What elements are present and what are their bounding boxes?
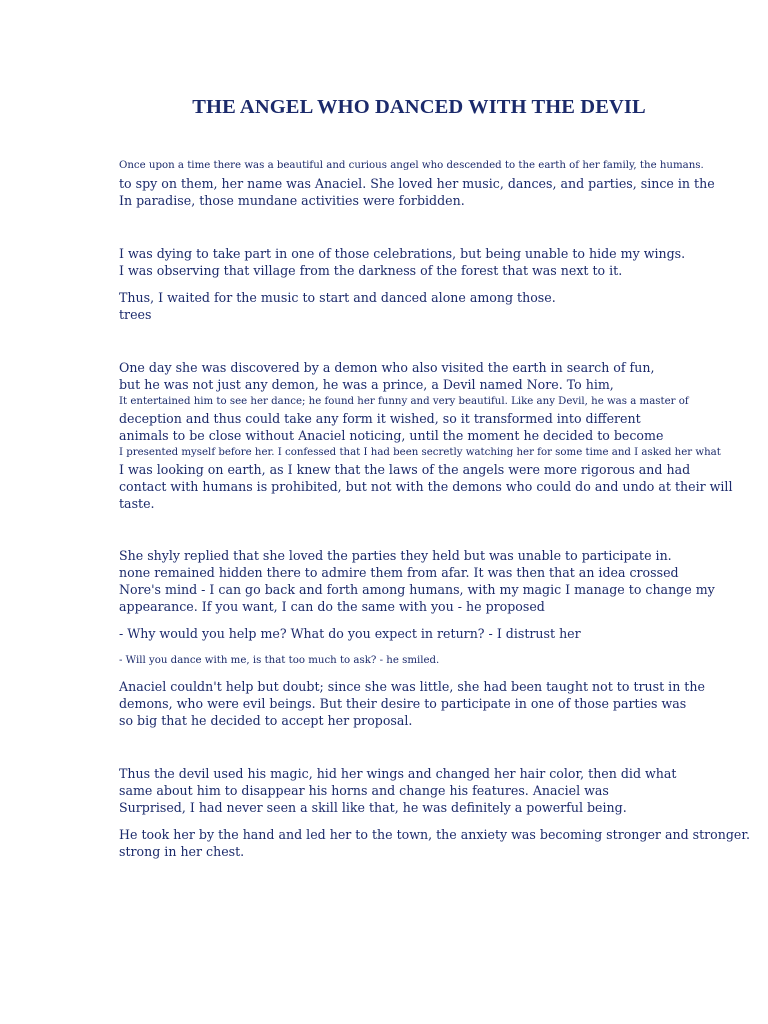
text-line: demons, who were evil beings. But their desire to participate in one of those parties was bbox=[119, 696, 687, 711]
text-line: It entertained him to see her dance; he found her funny and very beautiful. Like any Devil, he was a master of bbox=[119, 396, 689, 407]
text-line: She shyly replied that she loved the parties they held but was unable to participate in. bbox=[119, 548, 672, 563]
text-line: same about him to disappear his horns and change his features. Anaciel was bbox=[119, 783, 609, 798]
text-line: I was looking on earth, as I knew that the laws of the angels were more rigorous and had bbox=[119, 462, 691, 477]
text-line: so big that he decided to accept her proposal. bbox=[119, 713, 413, 728]
text-line: I was observing that village from the darkness of the forest that was next to it. bbox=[119, 263, 623, 278]
text-line: - Will you dance with me, is that too much to ask? - he smiled. bbox=[119, 655, 440, 666]
text-line: In paradise, those mundane activities were forbidden. bbox=[119, 193, 465, 208]
text-line: contact with humans is prohibited, but not with the demons who could do and undo at their will bbox=[119, 479, 733, 494]
text-line: I was dying to take part in one of those celebrations, but being unable to hide my wings. bbox=[119, 246, 686, 261]
text-line: deception and thus could take any form it wished, so it transformed into different bbox=[119, 411, 641, 426]
text-line: trees bbox=[119, 307, 152, 322]
text-line: but he was not just any demon, he was a prince, a Devil named Nore. To him, bbox=[119, 377, 614, 392]
text-line: to spy on them, her name was Anaciel. She loved her music, dances, and parties, since in the bbox=[119, 176, 715, 191]
text-line: Nore's mind - I can go back and forth among humans, with my magic I manage to change my bbox=[119, 582, 715, 597]
text-line: animals to be close without Anaciel noticing, until the moment he decided to become bbox=[119, 428, 664, 443]
text-line: strong in her chest. bbox=[119, 844, 245, 859]
text-line: none remained hidden there to admire them from afar. It was then that an idea crossed bbox=[119, 565, 679, 580]
text-line: - Why would you help me? What do you expect in return? - I distrust her bbox=[119, 626, 581, 641]
text-line: Thus, I waited for the music to start and danced alone among those. bbox=[119, 290, 556, 305]
text-line: Once upon a time there was a beautiful and curious angel who descended to the earth of her family, the humans. bbox=[119, 160, 704, 171]
text-line: One day she was discovered by a demon who also visited the earth in search of fun, bbox=[119, 360, 655, 375]
document-title: THE ANGEL WHO DANCED WITH THE DEVIL bbox=[192, 96, 646, 118]
text-line: I presented myself before her. I confessed that I had been secretly watching her for some time and I asked her what bbox=[119, 447, 721, 458]
text-line: appearance. If you want, I can do the same with you - he proposed bbox=[119, 599, 545, 614]
text-line: taste. bbox=[119, 496, 155, 511]
text-line: Thus the devil used his magic, hid her wings and changed her hair color, then did what bbox=[119, 766, 677, 781]
text-line: Anaciel couldn't help but doubt; since she was little, she had been taught not to trust in the bbox=[119, 679, 705, 694]
text-line: He took her by the hand and led her to the town, the anxiety was becoming stronger and stronger. bbox=[119, 827, 751, 842]
text-line: Surprised, I had never seen a skill like that, he was definitely a powerful being. bbox=[119, 800, 627, 815]
